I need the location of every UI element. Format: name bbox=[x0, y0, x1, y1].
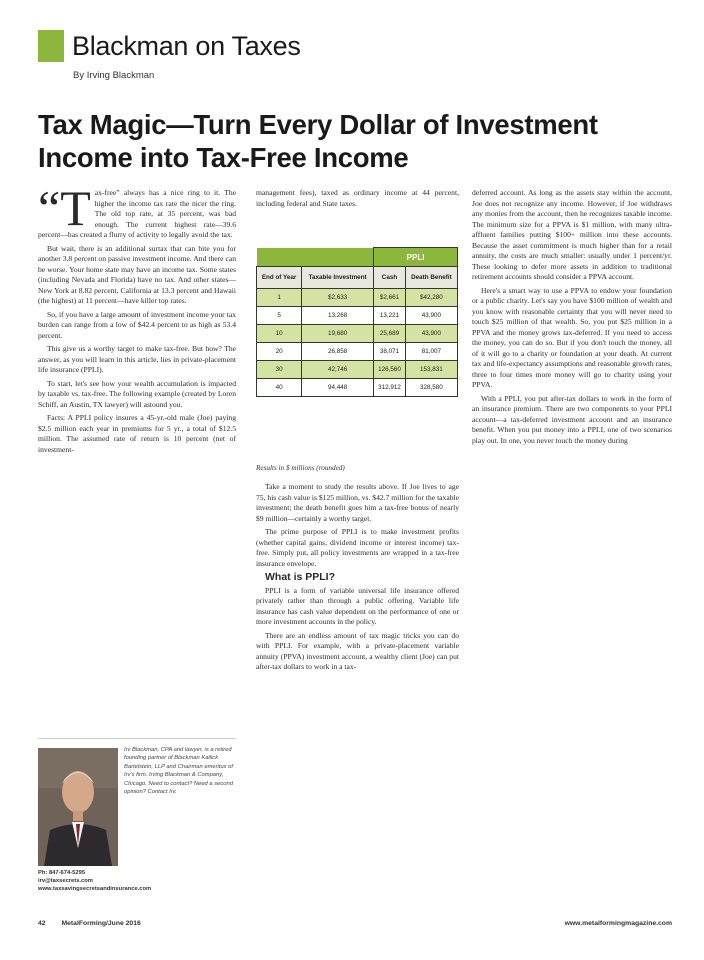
paragraph: To start, let's see how your wealth accumulation is impacted by taxable vs. tax-free. The following example (created by Loren Schiff, an Austin, TX lawyer) will astound you. bbox=[38, 378, 236, 409]
paragraph: So, if you have a large amount of investment income your tax burden can range from a low of $42.4 percent to as high as 53.4 percent. bbox=[38, 309, 236, 340]
author-photo bbox=[38, 748, 118, 866]
table-cell: 312,912 bbox=[374, 379, 406, 397]
section-title: Blackman on Taxes bbox=[72, 31, 301, 61]
table-cell: $2,661 bbox=[374, 289, 406, 307]
table-cell: 126,560 bbox=[374, 361, 406, 379]
table-cell: 26,858 bbox=[302, 343, 374, 361]
table-cell: 94,448 bbox=[302, 379, 374, 397]
table-cell: 25,689 bbox=[374, 325, 406, 343]
page-number: 42 bbox=[38, 920, 46, 927]
table-cell: 20 bbox=[257, 343, 302, 361]
article-column-3 bbox=[472, 188, 672, 449]
table-cell: 19,680 bbox=[302, 325, 374, 343]
table-column-header: End of Year bbox=[257, 267, 302, 289]
author-portrait-icon bbox=[38, 748, 118, 866]
byline: By Irving Blackman bbox=[73, 70, 155, 81]
table-column-header: Death Benefit bbox=[405, 267, 457, 289]
table-cell: 13,221 bbox=[374, 307, 406, 325]
author-bio: Irv Blackman, CPA and lawyer, is a retired founding partner of Blackman Kallick Bartelstein, LLP and Chairman emeritus of Irv’s firm. Irving Blackman & Company, Chicago. Need to contact? Need a second opinion? Contact Irv. bbox=[124, 747, 234, 796]
table-cell: 43,900 bbox=[405, 325, 457, 343]
paragraph: There are an endless amount of tax magic tricks you can do with PPLI. For example, with a private-placement variable annuity (PPVA) investment account, a wealthy client (Joe) can put after-tax dollars to work in a tax- bbox=[256, 630, 459, 671]
author-website: www.taxsavingsecretsandinsurance.com bbox=[38, 886, 152, 892]
drop-cap: “T bbox=[38, 180, 91, 236]
paragraph: This give us a worthy target to make tax-free. But how? The answer, as you will learn in this article, lies in private-placement life insurance (PPLI). bbox=[38, 344, 236, 374]
table-cell: $2,633 bbox=[302, 289, 374, 307]
table-cell: 5 bbox=[257, 307, 302, 325]
subheading: What is PPLI? bbox=[265, 571, 336, 583]
paragraph: Facts: A PPLI policy insures a 45-yr.-old male (Joe) paying $2.5 million each year in premiums for 5 yr., a total of $12.5 million. The assumed rate of return is 10 percent (net of investment- bbox=[38, 413, 236, 454]
table-column-header: Taxable Investment bbox=[302, 267, 374, 289]
author-phone: Ph: 847-674-5295 bbox=[38, 870, 86, 876]
publication-name: MetalForming/June 2016 bbox=[61, 920, 141, 927]
author-contact bbox=[38, 869, 238, 893]
table-group-header: PPLI bbox=[374, 248, 458, 267]
paragraph: management fees), taxed as ordinary income at 44 percent, including federal and State taxes. bbox=[256, 188, 459, 208]
paragraph: PPLI is a form of variable universal life insurance offered privately rather than through a public offering. Variable life insurance has cash value dependent on the performance of one or more investment accounts in the policy. bbox=[256, 585, 459, 626]
section-accent-bar bbox=[38, 30, 64, 62]
paragraph: deferred account. As long as the assets stay within the account, Joe does not recognize any income. However, if Joe withdraws any monies from the account, then he recognizes taxable income. The minimum size for a PPVA is $1 million, with many ultra-affluent families putting $100+ million into these accounts. Because the asset commitment is much higher than for a retail annuity, the costs are much smaller: usually under 1 percent/yr. These looking to defer more assets in addition to traditional retirement accounts should consider a PPVA account. bbox=[472, 188, 672, 281]
paragraph: Here's a smart way to use a PPVA to endow your foundation or a public charity. Let's say you have $100 million of wealth and you know with reasonable certainty that you will never need to touch $25 million of that wealth. So, you put $25 million in a PPVA and the money grows tax-deferred. If you need to access the money, you can do so. But if you don't touch the money, all of it will go to a charity or foundation at your death. At current tax and life-expectancy assumptions and reasonable growth rates, three to four times more money will go to charity using your PPVA. bbox=[472, 285, 672, 389]
table-cell: 40 bbox=[257, 379, 302, 397]
author-email: irv@taxsecrets.com bbox=[38, 878, 93, 884]
article-column-2 bbox=[256, 188, 459, 212]
ppli-results-table bbox=[256, 247, 458, 397]
table-cell: 30 bbox=[257, 361, 302, 379]
table-cell: 43,900 bbox=[405, 307, 457, 325]
table-cell: 13,268 bbox=[302, 307, 374, 325]
article-column-1 bbox=[38, 180, 236, 458]
table-cell: $42,280 bbox=[405, 289, 457, 307]
footer-website: www.metalformingmagazine.com bbox=[564, 920, 672, 927]
paragraph: But wait, there is an additional surtax that can bite you for another 3.8 percent on passive investment income. And there can be worse. Your home state may have an income tax. Some states (including Nevada and Florida) have no tax. And other states—New York at 8.82 percent, California at 13.3 percent and Hawaii (the highest) at 11 percent—have killer top rates. bbox=[38, 243, 236, 305]
paragraph: With a PPLI, you put after-tax dollars to work in the form of an insurance premium. There are two components to your PPLI account—a tax-deferred investment account and an insurance benefit. When you put money into a PPLI, one of two scenarios play out. In one, you never touch the money during bbox=[472, 393, 672, 445]
table-row bbox=[257, 289, 458, 307]
table-row bbox=[257, 325, 458, 343]
table-caption: Results in $ millions (rounded) bbox=[256, 464, 345, 472]
paragraph: The prime purpose of PPLI is to make investment profits (whether capital gains, dividend income or interest income) tax-free. Simply put, all policy investments are wrapped in a tax-free insurance envelope. bbox=[256, 527, 459, 568]
table-cell: 42,746 bbox=[302, 361, 374, 379]
table-row bbox=[257, 343, 458, 361]
table-cell: 1 bbox=[257, 289, 302, 307]
article-headline: Tax Magic—Turn Every Dollar of Investment Income into Tax-Free Income bbox=[38, 109, 598, 173]
table-cell: 153,831 bbox=[405, 361, 457, 379]
divider bbox=[38, 738, 236, 739]
table-cell: 328,580 bbox=[405, 379, 457, 397]
table-cell: 10 bbox=[257, 325, 302, 343]
table-row bbox=[257, 361, 458, 379]
table-row bbox=[257, 307, 458, 325]
table-column-header: Cash bbox=[374, 267, 406, 289]
article-column-2-body bbox=[256, 482, 459, 676]
footer-left bbox=[38, 920, 141, 927]
table-cell: 38,071 bbox=[374, 343, 406, 361]
paragraph: “Tax-free” always has a nice ring to it. The higher the income tax rate the nicer the ring. The old top rate, at 35 percent, was bad enough. The current highest rate—39.6 percent—has created a flurry of activity to legally avoid the tax. bbox=[38, 180, 236, 239]
table-row bbox=[257, 379, 458, 397]
paragraph: Take a moment to study the results above. If Joe lives to age 75, his cash value is $125 million, vs. $42.7 million for the taxable investment; the death benefit goes him a tax-free bonus of nearly $9 million—certainly a worthy target. bbox=[256, 482, 459, 523]
table-cell: 81,007 bbox=[405, 343, 457, 361]
